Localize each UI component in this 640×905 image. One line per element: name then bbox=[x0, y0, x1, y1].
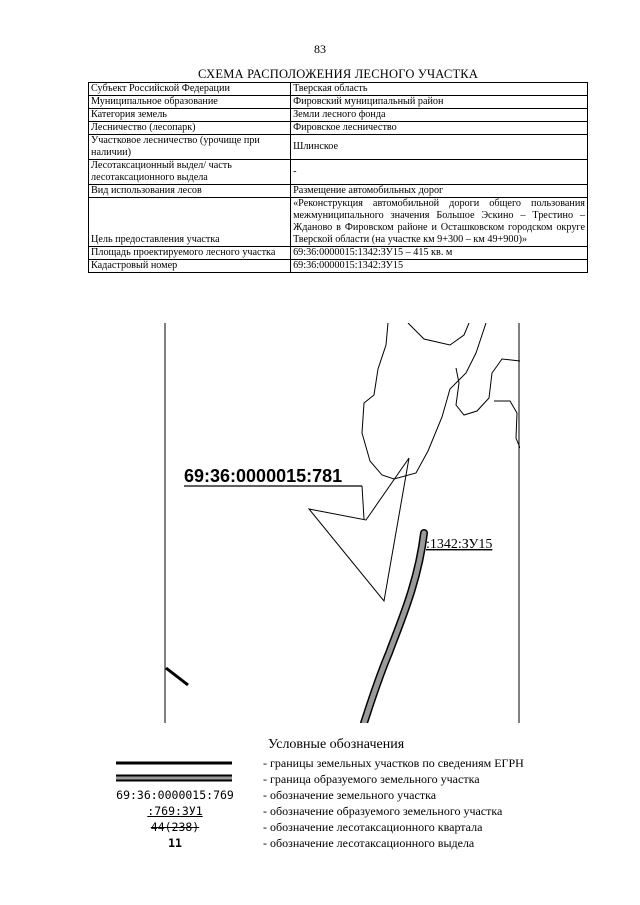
boundary-segment bbox=[166, 668, 188, 685]
legend-sample-vydel: 11 bbox=[168, 836, 182, 850]
boundary-line bbox=[362, 323, 486, 479]
info-table bbox=[88, 82, 588, 273]
legend-sample-parcel-number: 69:36:0000015:769 bbox=[116, 788, 234, 802]
row-label: Цель предоставления участка bbox=[89, 198, 291, 247]
table-row bbox=[89, 260, 588, 273]
new-parcel-label: :1342:ЗУ15 bbox=[426, 537, 493, 552]
row-label: Лесотаксационный выдел/ часть лесотаксационного выдела bbox=[89, 160, 291, 185]
row-label: Площадь проектируемого лесного участка bbox=[89, 247, 291, 260]
row-value: Земли лесного фонда bbox=[291, 109, 588, 122]
row-value: Фировский муниципальный район bbox=[291, 96, 588, 109]
row-value: 69:36:0000015:1342:ЗУ15 – 415 кв. м bbox=[291, 247, 588, 260]
row-value: - bbox=[291, 160, 588, 185]
table-row bbox=[89, 247, 588, 260]
row-label: Категория земель bbox=[89, 109, 291, 122]
parcel-map bbox=[164, 323, 520, 723]
table-row bbox=[89, 198, 588, 247]
row-label: Лесничество (лесопарк) bbox=[89, 122, 291, 135]
legend-item-egrn: - границы земельных участков по сведениям ЕГРН bbox=[263, 756, 524, 770]
legend-title: Условные обозначения bbox=[268, 737, 405, 752]
table-row bbox=[89, 122, 588, 135]
row-label: Участковое лесничество (урочище при наличии) bbox=[89, 135, 291, 160]
row-value: Шлинское bbox=[291, 135, 588, 160]
row-value: Фировское лесничество bbox=[291, 122, 588, 135]
boundary-line bbox=[456, 359, 520, 415]
parcel-781-label: 69:36:0000015:781 bbox=[184, 466, 343, 486]
legend-egrn-line bbox=[116, 758, 232, 768]
table-row bbox=[89, 83, 588, 96]
row-label: Муниципальное образование bbox=[89, 96, 291, 109]
page-number: 83 bbox=[314, 42, 326, 56]
table-row bbox=[89, 185, 588, 198]
row-label: Субъект Российской Федерации bbox=[89, 83, 291, 96]
table-row bbox=[89, 160, 588, 185]
row-value: «Реконструкция автомобильной дороги общего пользования межмуниципального значения Большое Эскино – Трестино – Жданово в Фировском районе и Осташковском городском округе Тверской области (на участке км 9+300 – км 49+900)» bbox=[291, 198, 588, 247]
legend-item-new-parcel: - обозначение образуемого земельного участка bbox=[263, 804, 503, 818]
row-value: 69:36:0000015:1342:ЗУ15 bbox=[291, 260, 588, 273]
table-row bbox=[89, 109, 588, 122]
legend-new-boundary-line bbox=[116, 772, 232, 784]
row-value: Размещение автомобильных дорог bbox=[291, 185, 588, 198]
row-label: Кадастровый номер bbox=[89, 260, 291, 273]
parcel-781-leader bbox=[362, 486, 364, 519]
legend-item-quarter: - обозначение лесотаксационного квартала bbox=[263, 820, 483, 834]
egrn-boundaries bbox=[362, 323, 520, 479]
legend-sample-new-parcel: :769:ЗУ1 bbox=[147, 804, 203, 818]
document-title: СХЕМА РАСПОЛОЖЕНИЯ ЛЕСНОГО УЧАСТКА bbox=[197, 67, 479, 81]
legend-item-vydel: - обозначение лесотаксационного выдела bbox=[263, 836, 475, 850]
legend-sample-quarter: 44(238) bbox=[150, 820, 200, 834]
boundary-line bbox=[408, 323, 469, 345]
new-parcel-strip-fill bbox=[364, 533, 424, 723]
row-label: Вид использования лесов bbox=[89, 185, 291, 198]
legend-item-parcel: - обозначение земельного участка bbox=[263, 788, 437, 802]
table-row bbox=[89, 96, 588, 109]
table-row bbox=[89, 135, 588, 160]
row-value: Тверская область bbox=[291, 83, 588, 96]
boundary-line bbox=[494, 401, 520, 448]
legend-item-new-boundary: - граница образуемого земельного участка bbox=[263, 772, 480, 786]
